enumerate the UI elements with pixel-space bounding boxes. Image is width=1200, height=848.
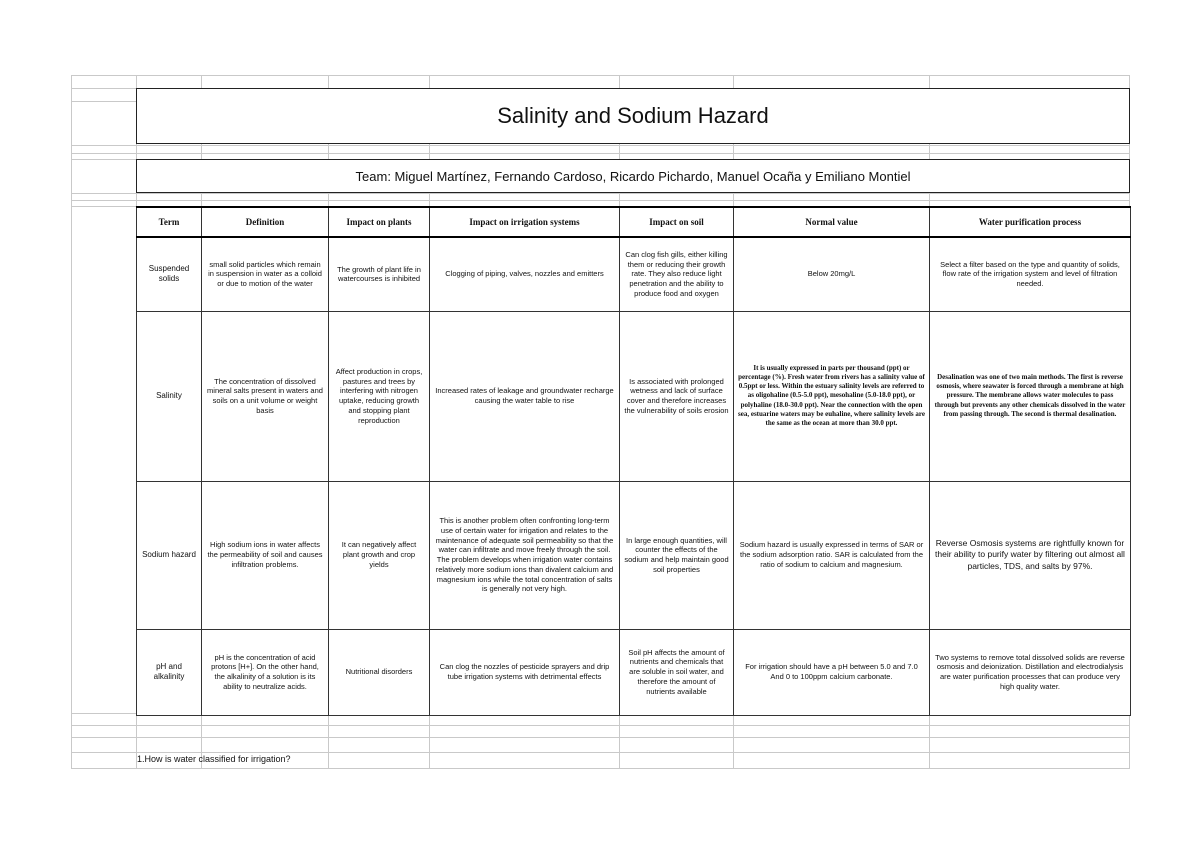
definition-cell: pH is the concentration of acid protons [H+]. On the other hand, the alkalinity of a solution is its ability to neutralize acids.	[202, 629, 329, 715]
plants-cell: The growth of plant life in watercourses is inhibited	[329, 237, 430, 311]
team-members: Team: Miguel Martínez, Fernando Cardoso, Ricardo Pichardo, Manuel Ocaña y Emiliano Montiel	[136, 159, 1130, 193]
header-purification: Water purification process	[930, 207, 1131, 237]
term-cell: Sodium hazard	[137, 481, 202, 629]
definition-cell: High sodium ions in water affects the permeability of soil and causes infiltration problems.	[202, 481, 329, 629]
term-cell: pH and alkalinity	[137, 629, 202, 715]
table-row	[137, 237, 1131, 311]
hazard-table	[136, 206, 1131, 716]
gridline	[71, 752, 1129, 753]
purification-cell: Select a filter based on the type and quantity of solids, flow rate of the irrigation system and level of filtration needed.	[930, 237, 1131, 311]
table-row	[137, 481, 1131, 629]
irrigation-cell: Increased rates of leakage and groundwater recharge causing the water table to rise	[430, 311, 620, 481]
soil-cell: Is associated with prolonged wetness and lack of surface cover and therefore increases the vulnerability of soils erosion	[620, 311, 734, 481]
purification-cell: Desalination was one of two main methods. The first is reverse osmosis, where seawater is forced through a membrane at high pressure. The membrane allows water molecules to pass through but prevents any other chemicals dissolved in the water from passing through. The second is thermal desalination.	[930, 311, 1131, 481]
irrigation-cell: Can clog the nozzles of pesticide sprayers and drip tube irrigation systems with detrimental effects	[430, 629, 620, 715]
gridline	[71, 145, 1129, 146]
gridline	[71, 75, 1129, 76]
gridline	[71, 101, 136, 102]
purification-cell: Reverse Osmosis systems are rightfully known for their ability to purify water by filtering out almost all particles, TDS, and salts by 97%.	[930, 481, 1131, 629]
gridline	[71, 193, 1129, 194]
definition-cell: small solid particles which remain in suspension in water as a colloid or due to motion of the water	[202, 237, 329, 311]
term-cell: Suspended solids	[137, 237, 202, 311]
term-cell: Salinity	[137, 311, 202, 481]
header-impact-soil: Impact on soil	[620, 207, 734, 237]
table-row	[137, 311, 1131, 481]
gridline	[71, 200, 1129, 201]
header-impact-irrigation: Impact on irrigation systems	[430, 207, 620, 237]
plants-cell: Nutritional disorders	[329, 629, 430, 715]
header-normal-value: Normal value	[734, 207, 930, 237]
header-impact-plants: Impact on plants	[329, 207, 430, 237]
soil-cell: Soil pH affects the amount of nutrients and chemicals that are soluble in soil water, and therefore the amount of nutrients available	[620, 629, 734, 715]
soil-cell: In large enough quantities, will counter the effects of the sodium and help maintain good soil properties	[620, 481, 734, 629]
table-row	[137, 629, 1131, 715]
irrigation-cell: Clogging of piping, valves, nozzles and emitters	[430, 237, 620, 311]
gridline	[71, 153, 1129, 154]
plants-cell: It can negatively affect plant growth and crop yields	[329, 481, 430, 629]
header-definition: Definition	[202, 207, 329, 237]
gridline	[71, 725, 1129, 726]
question-text: 1.How is water classified for irrigation?	[137, 754, 291, 764]
spreadsheet-page	[71, 75, 1129, 769]
plants-cell: Affect production in crops, pastures and trees by interfering with nitrogen uptake, reducing growth and stopping plant reproduction	[329, 311, 430, 481]
soil-cell: Can clog fish gills, either killing them or reducing their growth rate. They also reduce light penetration and the ability to produce food and oxygen	[620, 237, 734, 311]
normal-value-cell: Below 20mg/L	[734, 237, 930, 311]
irrigation-cell: This is another problem often confronting long-term use of certain water for irrigation and relates to the maintenance of adequate soil permeability so that the water can infiltrate and move freely through the soil. The problem develops when irrigation water contains relatively more sodium ions than divalent calcium and magnesium ions while the total concentration of salts is generally not very high.	[430, 481, 620, 629]
gridline	[71, 737, 1129, 738]
header-term: Term	[137, 207, 202, 237]
definition-cell: The concentration of dissolved mineral salts present in waters and soils on a unit volume or weight basis	[202, 311, 329, 481]
table-header-row	[137, 207, 1131, 237]
gridline	[71, 75, 72, 769]
normal-value-cell: Sodium hazard is usually expressed in terms of SAR or the sodium adsorption ratio. SAR is calculated from the ratio of sodium to calcium and magnesium.	[734, 481, 930, 629]
gridline	[71, 768, 1129, 769]
normal-value-cell: For irrigation should have a pH between 5.0 and 7.0 And 0 to 100ppm calcium carbonate.	[734, 629, 930, 715]
purification-cell: Two systems to remove total dissolved solids are reverse osmosis and deionization. Distillation and electrodialysis are water purification processes that can produce very high quality water.	[930, 629, 1131, 715]
normal-value-cell: It is usually expressed in parts per thousand (ppt) or percentage (%). Fresh water from rivers has a salinity value of 0.5ppt or less. Within the estuary salinity levels are referred to as oligohaline (0.5-5.0 ppt), mesohaline (5.0-18.0 ppt), or polyhaline (18.0-30.0 ppt). Near the connection with the open sea, estuarine waters may be euhaline, where salinity levels are the same as the ocean at more than 30.0 ppt.	[734, 311, 930, 481]
sheet-title: Salinity and Sodium Hazard	[136, 88, 1130, 144]
